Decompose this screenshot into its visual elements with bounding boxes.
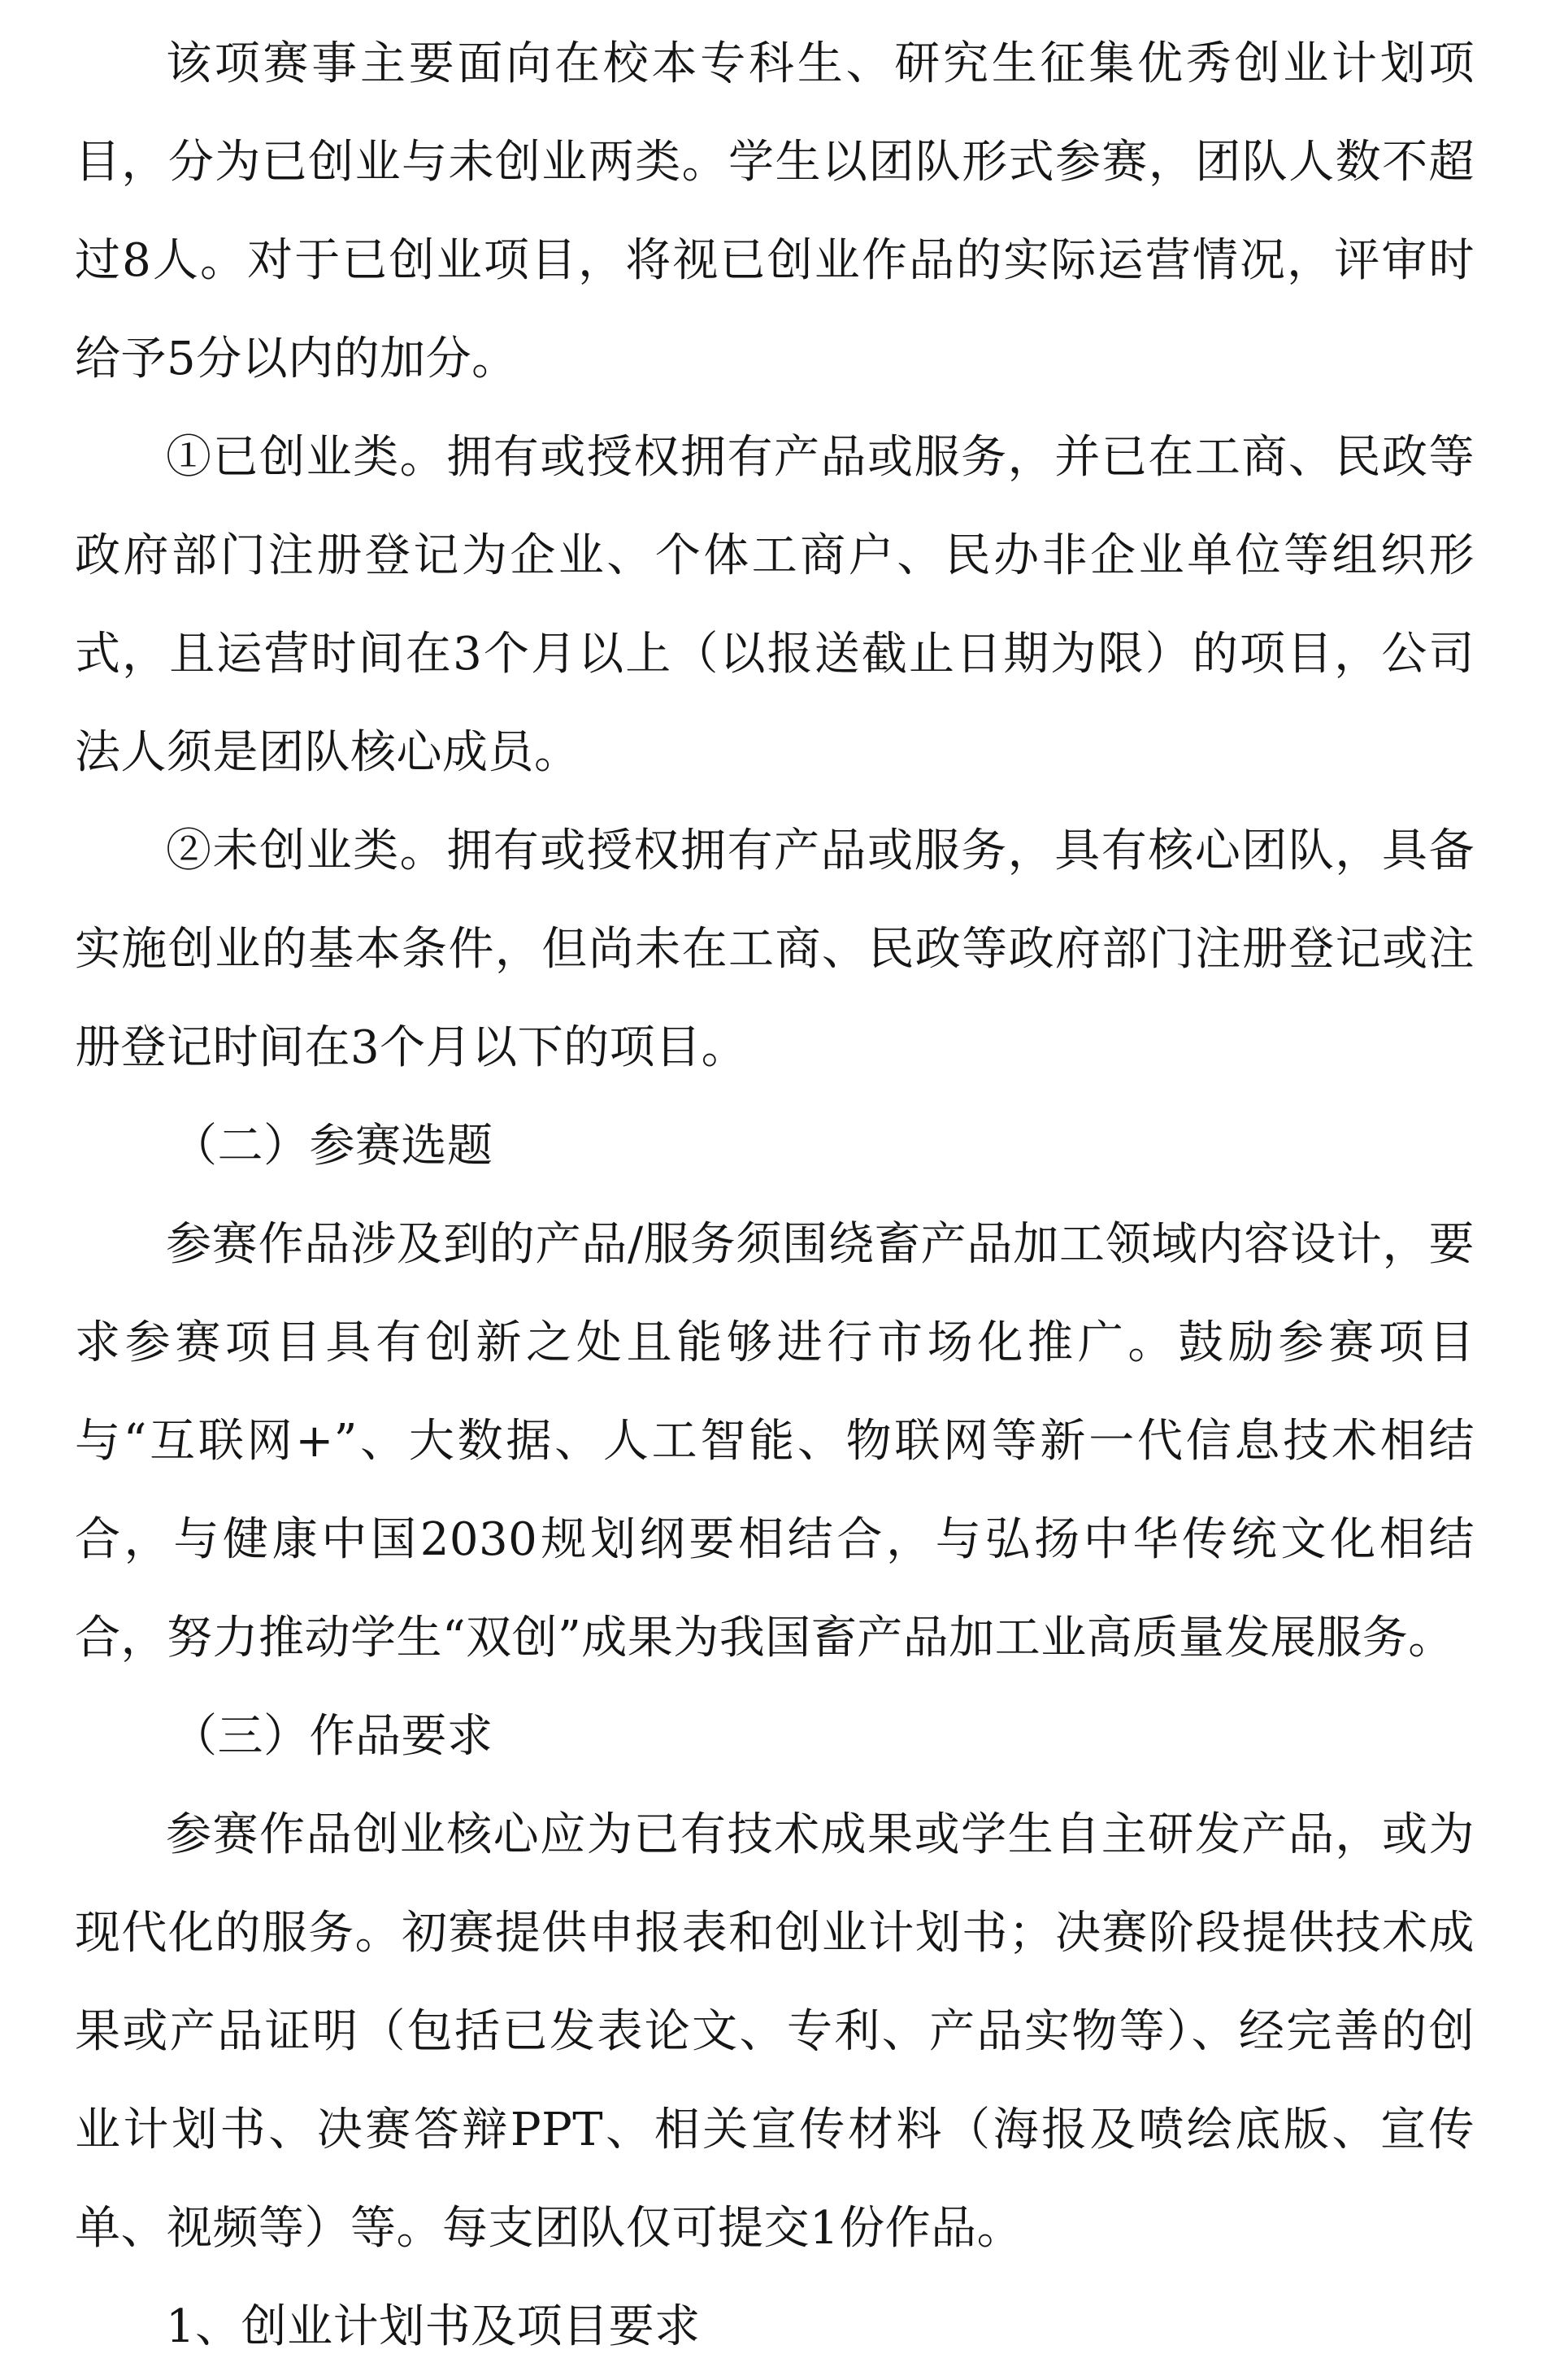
paragraph-work-requirements: 参赛作品创业核心应为已有技术成果或学生自主研发产品，或为现代化的服务。初赛提供申报表和创业计划书；决赛阶段提供技术成果或产品证明（包括已发表论文、专利、产品实物等）、经完善的创业计划书、决赛答辩PPT、相关宣传材料（海报及喷绘底版、宣传单、视频等）等。每支团队仅可提交1份作品。 <box>75 1808 1475 2255</box>
paragraph-topic-selection: 参赛作品涉及到的产品/服务须围绕畜产品加工领域内容设计，要求参赛项目具有创新之处且能够进行市场化推广。鼓励参赛项目与“互联网+”、大数据、人工智能、物联网等新一代信息技术相结合，与健康中国2030规划纲要相结合，与弘扬中华传统文化相结合，努力推动学生“双创”成果为我国畜产品加工业高质量发展服务。 <box>75 1218 1475 1664</box>
heading-topic-selection: （二）参赛选题 <box>172 1120 493 1173</box>
heading-work-requirements: （三）作品要求 <box>172 1710 493 1763</box>
paragraph-started-category: ①已创业类。拥有或授权拥有产品或服务，并已在工商、民政等政府部门注册登记为企业、个体工商户、民办非企业单位等组织形式，且运营时间在3个月以上（以报送截止日期为限）的项目，公司法人须是团队核心成员。 <box>75 431 1475 779</box>
paragraph-unstarted-category: ②未创业类。拥有或授权拥有产品或服务，具有核心团队，具备实施创业的基本条件，但尚未在工商、民政等政府部门注册登记或注册登记时间在3个月以下的项目。 <box>75 825 1475 1074</box>
heading-business-plan: 1、创业计划书及项目要求 <box>166 2300 701 2353</box>
paragraph-intro: 该项赛事主要面向在校本专科生、研究生征集优秀创业计划项目，分为已创业与未创业两类。学生以团队形式参赛，团队人数不超过8人。对于已创业项目，将视已创业作品的实际运营情况，评审时给予5分以内的加分。 <box>75 37 1475 385</box>
